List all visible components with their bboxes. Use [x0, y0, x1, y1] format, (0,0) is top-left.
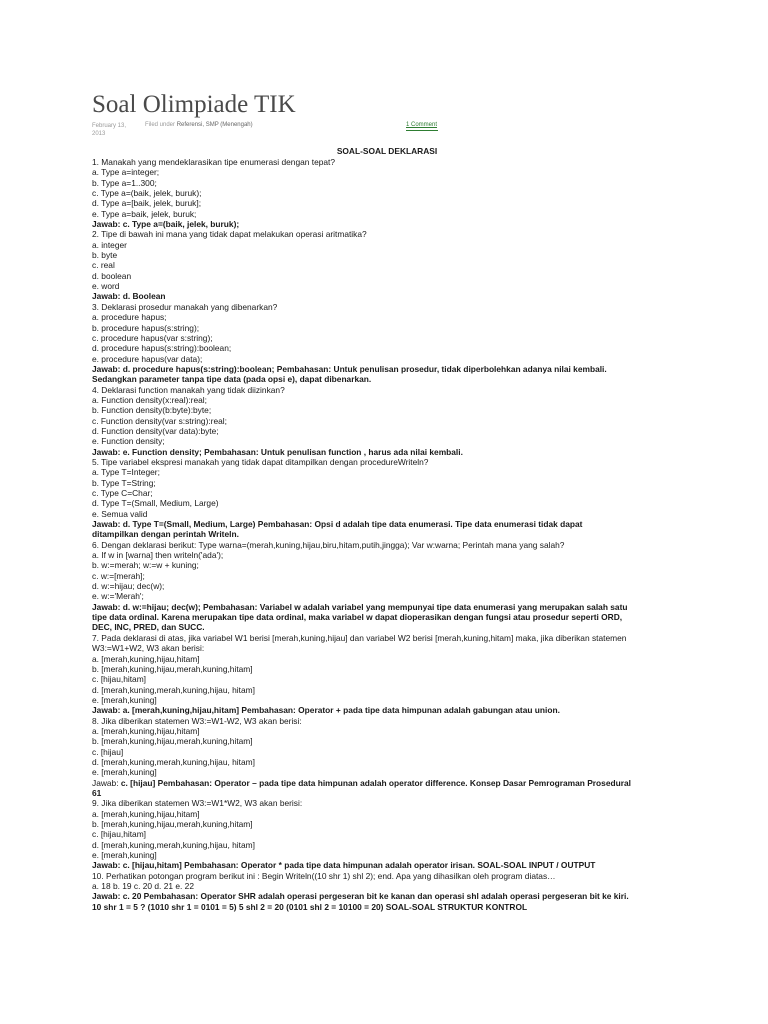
text-line: 4. Deklarasi function manakah yang tidak diizinkan? — [92, 384, 285, 395]
comment-link[interactable]: 1 Comment — [406, 122, 438, 128]
text-line: e. [merah,kuning] — [92, 694, 157, 705]
post-title: Soal Olimpiade TIK — [92, 91, 296, 118]
text-line: 3. Deklarasi prosedur manakah yang dibenarkan? — [92, 301, 278, 312]
answer-line: Sedangkan parameter tanpa tipe data (pada opsi e), dapat dibenarkan. — [92, 374, 372, 385]
text-line: e. word — [92, 281, 120, 292]
filed-categories[interactable]: Referensi, SMP (Menengah) — [176, 122, 253, 128]
text-line: 6. Dengan deklarasi berikut: Type warna=(merah,kuning,hijau,biru,hitam,putih,jingga); Var w:warna; Perintah mana yang salah? — [92, 539, 565, 550]
text-line: d. boolean — [92, 270, 132, 281]
text-line: b. [merah,kuning,hijau,merah,kuning,hitam] — [92, 663, 253, 674]
post-categories — [145, 122, 253, 128]
text-line: d. Type T=(Small, Medium, Large) — [92, 498, 219, 509]
text-line: c. [hijau] — [92, 746, 124, 757]
text-line: a. [merah,kuning,hijau,hitam] — [92, 725, 200, 736]
text-line: 7. Pada deklarasi di atas, jika variabel W1 berisi [merah,kuning,hijau] dan variabel W2 berisi [merah,kuning,hitam] maka, jika diberikan statemen — [92, 632, 627, 643]
text-line: c. w:=[merah]; — [92, 570, 145, 581]
post-date: February 13, 2013 — [92, 123, 127, 137]
answer-line: 61 — [92, 787, 102, 798]
answer-line: Jawab: d. w:=hijau; dec(w); Pembahasan: Variabel w adalah variabel yang mempunyai tipe data enumerasi yang merupakan salah satu — [92, 601, 628, 612]
text-line: d. [merah,kuning,merah,kuning,hijau, hitam] — [92, 756, 255, 767]
answer-line: Jawab: c. [hijau,hitam] Pembahasan: Operator * pada tipe data himpunan adalah operator irisan. SOAL-SOAL INPUT / OUTPUT — [92, 860, 596, 871]
text-line: e. Semua valid — [92, 508, 148, 519]
text-line: b. Function density(b:byte):byte; — [92, 405, 212, 416]
text-line: d. [merah,kuning,merah,kuning,hijau, hitam] — [92, 839, 255, 850]
answer-line: ditampilkan dengan perintah Writeln. — [92, 529, 239, 540]
text-line: a. procedure hapus; — [92, 312, 167, 323]
comment-underline — [406, 130, 438, 131]
document-page — [92, 88, 682, 912]
text-line: 10. Perhatikan potongan program berikut ini : Begin Writeln((10 shr 1) shl 2); end. Apa yang dihasilkan oleh program diatas… — [92, 870, 556, 881]
answer-line: 10 shr 1 = 5 ? (1010 shr 1 = 0101 = 5) 5 shl 2 = 20 (0101 shl 2 = 10100 = 20) SOAL-SOAL STRUKTUR KONTROL — [92, 901, 528, 912]
text-line: d. [merah,kuning,merah,kuning,hijau, hitam] — [92, 684, 255, 695]
answer-line: Jawab: a. [merah,kuning,hijau,hitam] Pembahasan: Operator + pada tipe data himpunan adalah gabungan atau union. — [92, 705, 560, 716]
text-line: c. real — [92, 260, 115, 271]
text-line: a. 18 b. 19 c. 20 d. 21 e. 22 — [92, 881, 194, 892]
text-line: c. Type a=(baik, jelek, buruk); — [92, 188, 202, 199]
answer-line: Jawab: e. Function density; Pembahasan: Untuk penulisan function , harus ada nilai kembali. — [92, 446, 463, 457]
answer-line: Jawab: c. Type a=(baik, jelek, buruk); — [92, 219, 240, 230]
text-line: a. [merah,kuning,hijau,hitam] — [92, 653, 200, 664]
text-line: 8. Jika diberikan statemen W3:=W1-W2, W3 akan berisi: — [92, 715, 302, 726]
text-line: a. Type a=integer; — [92, 167, 160, 178]
text-line: a. If w in [warna] then writeln('ada'); — [92, 550, 224, 561]
text-line: e. [merah,kuning] — [92, 767, 157, 778]
text-line: a. Type T=Integer; — [92, 467, 160, 478]
text-line: c. [hijau,hitam] — [92, 674, 146, 685]
answer-line: Jawab: c. 20 Pembahasan: Operator SHR adalah operasi pergeseran bit ke kanan dan operasi shl adalah operasi pergeseran bit ke kiri. — [92, 891, 629, 902]
post-meta — [92, 122, 682, 146]
answer-line: Jawab: d. Boolean — [92, 291, 166, 302]
section-title: SOAL-SOAL DEKLARASI — [336, 146, 438, 156]
text-line: b. w:=merah; w:=w + kuning; — [92, 560, 199, 571]
text-line: d. Type a=[baik, jelek, buruk]; — [92, 198, 202, 209]
answer-line: DEC, INC, PRED, dan SUCC. — [92, 622, 205, 633]
text-line: e. Type a=baik, jelek, buruk; — [92, 208, 197, 219]
text-line: c. procedure hapus(var s:string); — [92, 332, 213, 343]
text-line: 5. Tipe variabel ekspresi manakah yang tidak dapat ditampilkan dengan procedureWriteln? — [92, 456, 429, 467]
text-line: e. [merah,kuning] — [92, 850, 157, 861]
answer-line: Jawab: d. procedure hapus(s:string):boolean; Pembahasan: Untuk penulisan prosedur, tidak diperbolehkan adanya nilai kembali. — [92, 363, 607, 374]
text-line: b. procedure hapus(s:string); — [92, 322, 200, 333]
answer-line: Jawab: d. Type T=(Small, Medium, Large) Pembahasan: Opsi d adalah tipe data enumerasi. Tipe data enumerasi tidak dapat — [92, 519, 583, 530]
text-line: b. Type T=String; — [92, 477, 156, 488]
text-line: e. procedure hapus(var data); — [92, 353, 203, 364]
text-line: a. Function density(x:real):real; — [92, 394, 207, 405]
text-line: a. [merah,kuning,hijau,hitam] — [92, 808, 200, 819]
text-line: c. [hijau,hitam] — [92, 829, 146, 840]
text-line: c. Function density(var s:string):real; — [92, 415, 227, 426]
text-line: W3:=W1+W2, W3 akan berisi: — [92, 643, 205, 654]
answer-line: tipe data ordinal. Karena merupakan tipe data ordinal, maka variabel w dapat dioperasikan dengan fungsi atau prosedur seperti ORD, — [92, 612, 623, 623]
text-line: e. w:='Merah'; — [92, 591, 144, 602]
text-line: d. w:=hijau; dec(w); — [92, 581, 165, 592]
filed-label: Filed under — [145, 122, 176, 128]
answer-line: Jawab: c. [hijau] Pembahasan: Operator – pada tipe data himpunan adalah operator difference. Konsep Dasar Pemrograman Prosedural — [92, 777, 631, 788]
text-line: e. Function density; — [92, 436, 165, 447]
text-line: b. [merah,kuning,hijau,merah,kuning,hitam] — [92, 819, 253, 829]
document-body — [92, 157, 682, 912]
text-line: 2. Tipe di bawah ini mana yang tidak dapat melakukan operasi aritmatika? — [92, 229, 367, 240]
text-line: 1. Manakah yang mendeklarasikan tipe enumerasi dengan tepat? — [92, 157, 336, 167]
text-line: c. Type C=Char; — [92, 488, 153, 498]
text-line: a. integer — [92, 239, 127, 250]
text-line: b. byte — [92, 250, 118, 261]
text-line: b. [merah,kuning,hijau,merah,kuning,hitam] — [92, 736, 253, 747]
text-line: 9. Jika diberikan statemen W3:=W1*W2, W3 akan berisi: — [92, 798, 303, 809]
text-line: d. Function density(var data):byte; — [92, 425, 219, 436]
text-line: b. Type a=1..300; — [92, 177, 157, 188]
text-line: d. procedure hapus(s:string):boolean; — [92, 343, 232, 354]
